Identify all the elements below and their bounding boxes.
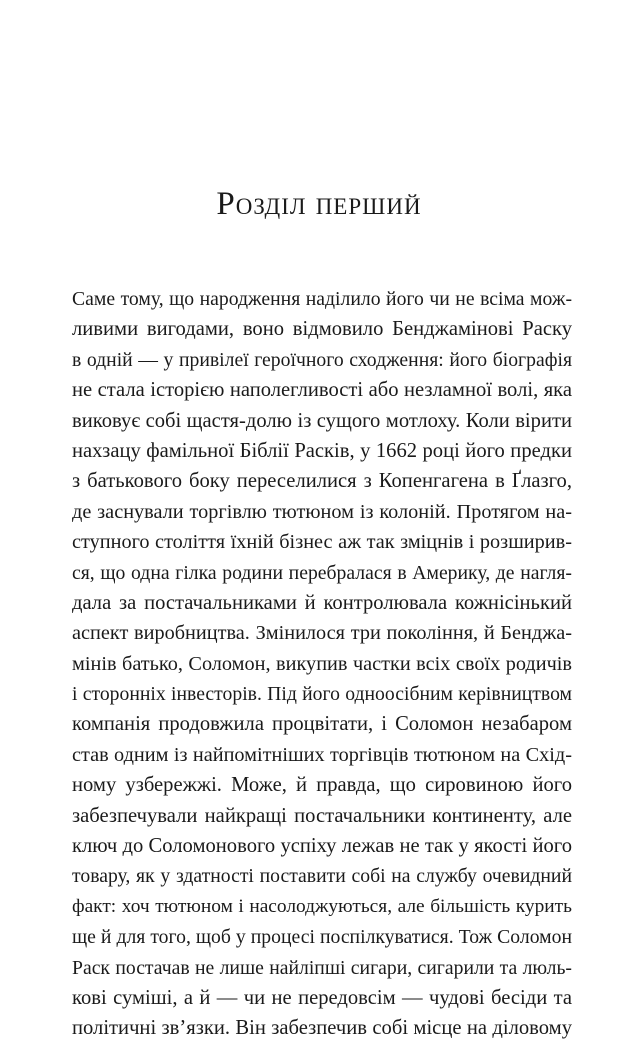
text-line: мінів батько, Соломон, викупив частки всіх своїх родичів (72, 652, 572, 675)
text-line: ключ до Соломонового успіху лежав не так у якості його (72, 835, 572, 858)
text-line: виковує собі щастя-долю із сущого мотлоху. Коли вірити (72, 409, 572, 432)
text-line: Раск постачав не лише найліпші сигари, сигарили та люль- (72, 956, 572, 979)
text-line: де заснували торгівлю тютюном із колоній. Протягом на- (72, 500, 572, 523)
text-line: з батькового боку переселилися з Копенгагена в Ґлазго, (72, 470, 572, 493)
text-line: не стала історією наполегливості або незламної волі, яка (72, 379, 572, 402)
text-line: товару, як у здатності поставити собі на службу очевидний (72, 865, 572, 888)
text-line: факт: хоч тютюном і насолоджуються, але більшість курить (72, 895, 572, 917)
text-line: ступного століття їхній бізнес аж так зміцнів і розширив- (72, 531, 572, 554)
chapter-title: Розділ перший (216, 186, 422, 222)
text-line: ся, що одна гілка родини перебралася в Америку, де нагля- (72, 561, 572, 584)
text-line: ще й для того, щоб у процесі поспілкуватися. Тож Соломон (72, 926, 572, 949)
text-line: компанія продовжила процвітати, і Соломон незабаром (72, 713, 572, 736)
text-line: в одній — у привілеї героїчного сходження: його біографія (72, 348, 572, 371)
text-line: нахзацу фамільної Біблії Расків, у 1662 році його предки (72, 439, 572, 462)
text-line: кові суміші, а й — чи не передовсім — чудові бесіди та (72, 986, 572, 1009)
text-line: і сторонніх інвесторів. Під його одноосібним керівництвом (72, 683, 572, 706)
text-line: аспект виробництва. Змінилося три покоління, й Бенджа- (72, 622, 572, 645)
text-line: забезпечували найкращі постачальники континенту, але (72, 804, 572, 827)
text-line: ному узбережжі. Може, й правда, що сировиною його (72, 774, 572, 797)
text-line: ливими вигодами, воно відмовило Бенджамінові Раску (72, 318, 572, 341)
text-line: дала за постачальниками й контролювала кожнісінький (72, 591, 572, 614)
body-text (72, 284, 572, 1044)
text-line: Саме тому, що народження наділило його чи не всіма мож- (72, 288, 572, 310)
text-line: став одним із найпомітніших торгівців тютюном на Схід- (72, 743, 572, 766)
text-line: політичні зв’язки. Він забезпечив собі місце на діловому (72, 1017, 572, 1040)
